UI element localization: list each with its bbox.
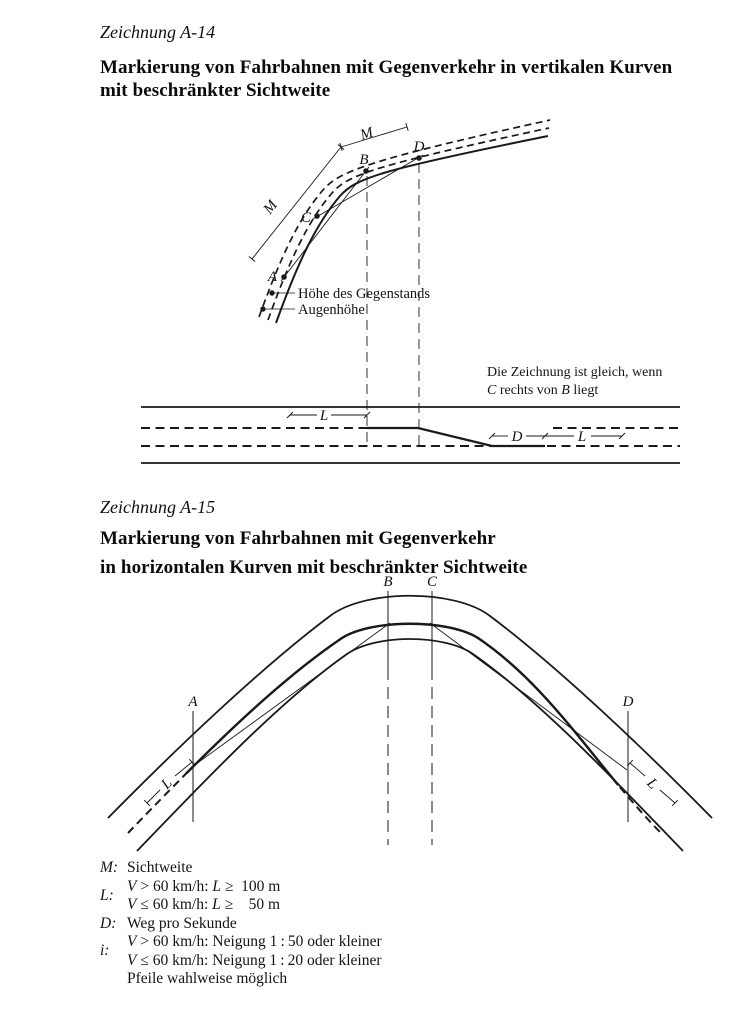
a14-point-c-label: C (300, 210, 311, 226)
a14-sight-line-a-b (281, 167, 369, 281)
legend-text-d: Weg pro Sekunde (127, 914, 237, 932)
a15-center-solid-marking (128, 624, 660, 833)
figure-a14-title-line2: mit beschränkter Sichtweite (100, 80, 331, 101)
legend-l1-mid: > 60 km/h: (136, 877, 213, 895)
legend-row-l (100, 878, 620, 915)
a14-note-line1: Die Zeichnung ist gleich, wenn (487, 365, 663, 380)
legend-key-l: L: (100, 886, 114, 904)
a15-dim-l-right (630, 763, 645, 776)
a14-eye-height-label: Augenhöhe (298, 302, 365, 318)
a14-point-d-label: D (413, 139, 425, 155)
legend-l1-v: V (127, 877, 137, 895)
a14-dim-tick (249, 257, 255, 262)
legend-i-line1 (127, 933, 382, 952)
a15-point-a-label: A (188, 694, 198, 710)
a14-plan-label-l1: L (319, 408, 329, 424)
legend-row-m (100, 859, 620, 878)
legend (100, 859, 620, 989)
a14-note-mid: rechts von (496, 383, 562, 398)
legend-key-d: D: (100, 914, 117, 932)
a14-plan-label-d: D (511, 429, 523, 445)
a14-point-a-dot (282, 275, 287, 280)
legend-i2-rest: ≤ 60 km/h: Neigung 1 : 20 oder kleiner (136, 951, 382, 969)
a15-sight-line-a-b (192, 623, 390, 767)
figure-a14-caption: Zeichnung A-14 (100, 22, 216, 42)
legend-text-note: Pfeile wahlweise möglich (127, 970, 288, 987)
figure-a15-curve-diagram (108, 574, 712, 851)
a14-point-d-dot (417, 156, 422, 161)
a15-dim-label-l-left: L (158, 775, 176, 793)
legend-i1-rest: > 60 km/h: Neigung 1 : 50 oder kleiner (136, 933, 382, 950)
legend-l-line1 (127, 878, 280, 897)
a15-dim-label-l-right: L (643, 775, 661, 793)
a14-point-b-label: B (359, 152, 369, 168)
a14-note-line2 (487, 382, 662, 400)
legend-l-line2 (127, 896, 280, 915)
a14-dim-label-m-lower: M (260, 197, 281, 218)
legend-i1-v: V (127, 933, 137, 950)
legend-key-i: i: (100, 942, 110, 960)
figure-a14-title-line1: Markierung von Fahrbahnen mit Gegenverkehr in vertikalen Kurven (100, 57, 673, 78)
a15-center-dashed-line (128, 624, 660, 833)
legend-row-d (100, 915, 620, 934)
a14-plan-label-l2: L (577, 429, 587, 445)
legend-l1-l: L (212, 877, 222, 895)
a14-note (487, 364, 662, 400)
legend-key-m: M: (100, 859, 119, 876)
a15-sight-line-d-c (430, 623, 627, 770)
legend-l2-v: V (127, 896, 137, 913)
figure-a15-caption: Zeichnung A-15 (100, 497, 216, 517)
figure-a14-plan-view (141, 407, 680, 463)
legend-text-m: Sichtweite (127, 859, 193, 876)
a15-point-b-label: B (383, 574, 393, 590)
a15-dim-l-right (660, 790, 675, 803)
a15-point-c-label: C (426, 574, 438, 590)
legend-row-i (100, 933, 620, 970)
a15-inner-edge-line (137, 639, 683, 851)
figure-a15-title-line2: in horizontalen Kurven mit beschränkter Sichtweite (100, 557, 528, 578)
a14-object-height-label: Höhe des Gegenstands (298, 286, 431, 302)
legend-l1-end: ≥ 100 m (221, 877, 281, 895)
a14-point-b-dot (364, 169, 369, 174)
a15-point-d-label: D (622, 694, 634, 710)
legend-i-lines (127, 933, 382, 970)
a15-outer-edge-line (108, 596, 712, 818)
legend-l-lines (127, 878, 280, 915)
a14-point-a-label: A (267, 269, 277, 285)
legend-row-note (100, 970, 620, 989)
a14-note-end: liegt (569, 383, 599, 398)
a14-dim-label-m-upper: M (358, 124, 376, 144)
a14-eye-height-dot (261, 307, 265, 311)
figure-a15-title-line1: Markierung von Fahrbahnen mit Gegenverkehr (100, 528, 496, 549)
figure-a15-title (100, 524, 720, 582)
legend-l2-l: L (212, 896, 221, 913)
legend-i2-v: V (127, 951, 137, 969)
a14-object-height-dot (270, 291, 274, 295)
a14-note-c: C (487, 383, 497, 398)
a14-note-b: B (561, 383, 570, 398)
a14-point-c-dot (315, 214, 320, 219)
legend-i-line2 (127, 952, 382, 971)
legend-l2-mid: ≤ 60 km/h: (136, 896, 213, 913)
legend-l2-end: ≥ 50 m (220, 896, 281, 913)
